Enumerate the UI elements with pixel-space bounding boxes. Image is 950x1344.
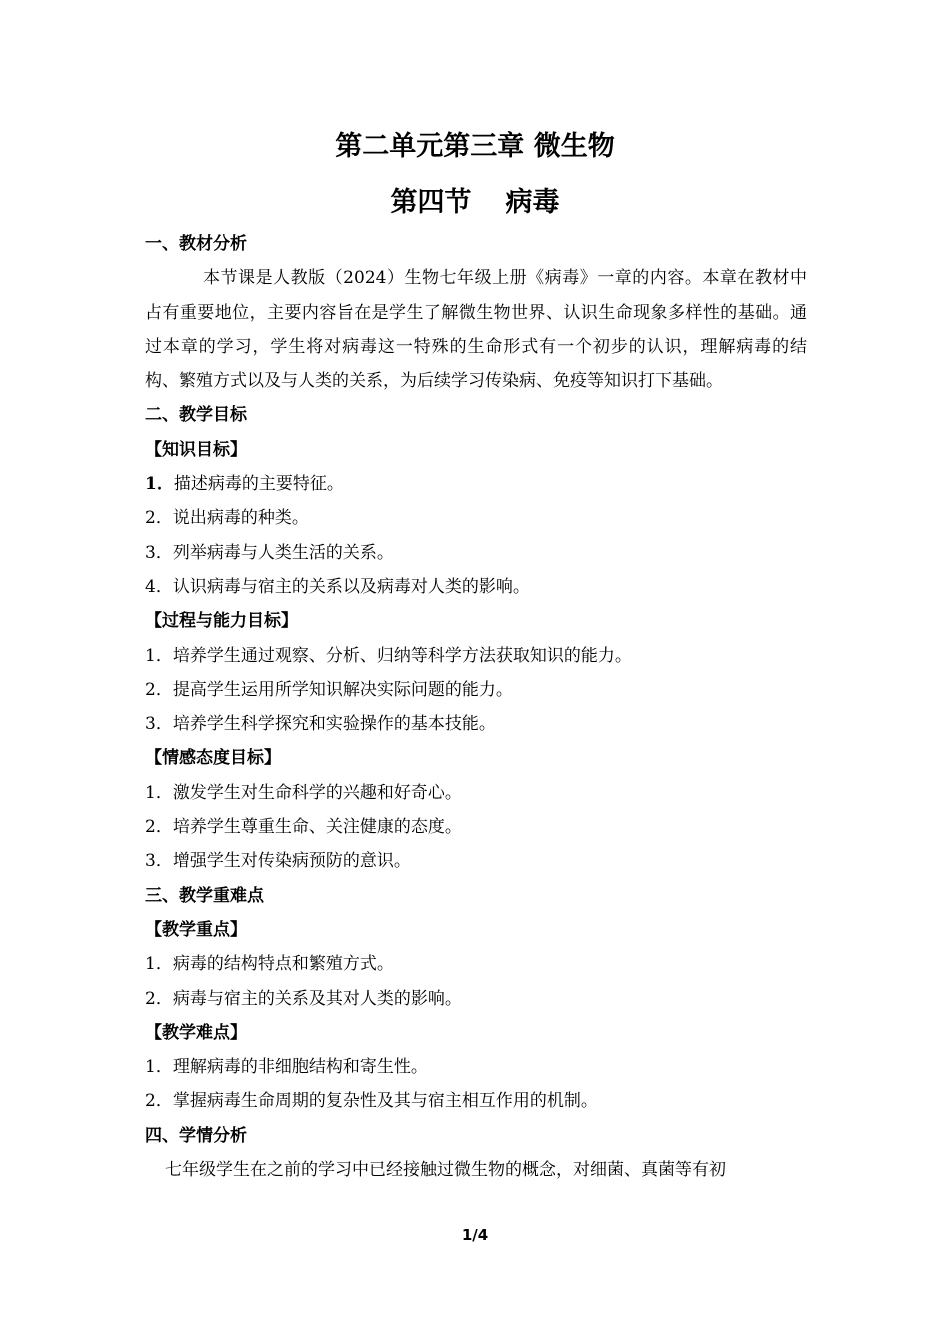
item-text: 描述病毒的主要特征。 <box>173 474 344 495</box>
section-title <box>0 180 950 219</box>
heading-student-analysis: 四、学情分析 <box>145 1125 247 1146</box>
item-number: 1． <box>145 954 173 975</box>
label-difficult-points: 【教学难点】 <box>145 1022 247 1043</box>
list-item <box>145 1050 807 1084</box>
list-item <box>145 982 807 1016</box>
heading-textbook-analysis: 一、教材分析 <box>145 234 247 254</box>
list-item <box>145 467 807 501</box>
item-text: 理解病毒的非细胞结构和寄生性。 <box>172 1057 428 1078</box>
list-item <box>145 501 807 535</box>
list-item <box>145 947 807 981</box>
document-title: 第二单元第三章 微生物 <box>335 131 615 162</box>
item-number: 2． <box>145 817 173 838</box>
item-number: 2． <box>145 508 173 529</box>
item-number: 4． <box>145 576 173 597</box>
item-number: 3． <box>145 542 173 563</box>
item-text: 病毒的结构特点和繁殖方式。 <box>172 954 394 975</box>
item-text: 增强学生对传染病预防的意识。 <box>172 851 411 872</box>
heading-key-difficult-points: 三、教学重难点 <box>145 885 264 906</box>
list-item <box>145 844 807 878</box>
item-number: 1． <box>145 474 174 495</box>
item-number: 1． <box>145 1057 173 1078</box>
list-item <box>145 536 807 570</box>
item-text: 提高学生运用所学知识解决实际问题的能力。 <box>172 679 513 700</box>
total-pages: 4 <box>477 1226 489 1244</box>
textbook-analysis-paragraph: 本节课是人教版（2024）生物七年级上册《病毒》一章的内容。本章在教材中占有重要地位，主要内容旨在是学生了解微生物世界、认识生命现象多样性的基础。通过本章的学习，学生将对病毒这一特殊的生命形式有一个初步的认识，理解病毒的结构、繁殖方式以及与人类的关系，为后续学习传染病、免疫等知识打下基础。 <box>145 268 807 392</box>
item-text: 激发学生对生命科学的兴趣和好奇心。 <box>172 782 462 803</box>
label-emotion-objectives: 【情感态度目标】 <box>145 748 281 769</box>
item-text: 认识病毒与宿主的关系以及病毒对人类的影响。 <box>172 576 530 597</box>
section-number: 第四节 <box>390 187 472 218</box>
item-number: 3． <box>145 714 173 735</box>
item-text: 培养学生通过观察、分析、归纳等科学方法获取知识的能力。 <box>172 645 632 666</box>
item-text: 病毒与宿主的关系及其对人类的影响。 <box>172 988 462 1009</box>
current-page: 1 <box>461 1226 473 1244</box>
item-number: 2． <box>145 679 173 700</box>
item-number: 2． <box>145 1091 173 1112</box>
item-number: 2． <box>145 988 173 1009</box>
list-item <box>145 673 807 707</box>
list-item <box>145 810 807 844</box>
item-text: 培养学生尊重生命、关注健康的态度。 <box>172 817 462 838</box>
list-item <box>145 707 807 741</box>
item-number: 3． <box>145 851 173 872</box>
item-text: 列举病毒与人类生活的关系。 <box>172 542 394 563</box>
item-text: 说出病毒的种类。 <box>172 508 309 529</box>
item-text: 掌握病毒生命周期的复杂性及其与宿主相互作用的机制。 <box>172 1091 598 1112</box>
section-name: 病毒 <box>505 187 560 218</box>
student-analysis-paragraph: 七年级学生在之前的学习中已经接触过微生物的概念，对细菌、真菌等有初 <box>165 1160 726 1181</box>
heading-teaching-objectives: 二、教学目标 <box>145 405 247 426</box>
list-item <box>145 1084 807 1118</box>
page-separator: / <box>472 1226 478 1244</box>
item-number: 1． <box>145 782 173 803</box>
label-ability-objectives: 【过程与能力目标】 <box>145 611 298 632</box>
item-number: 1． <box>145 645 173 666</box>
page-number <box>0 1226 950 1244</box>
list-item <box>145 570 807 604</box>
label-key-points: 【教学重点】 <box>145 919 247 940</box>
list-item <box>145 639 807 673</box>
item-text: 培养学生科学探究和实验操作的基本技能。 <box>172 714 496 735</box>
document-body <box>145 227 807 1187</box>
list-item <box>145 776 807 810</box>
label-knowledge-objectives: 【知识目标】 <box>145 439 247 460</box>
